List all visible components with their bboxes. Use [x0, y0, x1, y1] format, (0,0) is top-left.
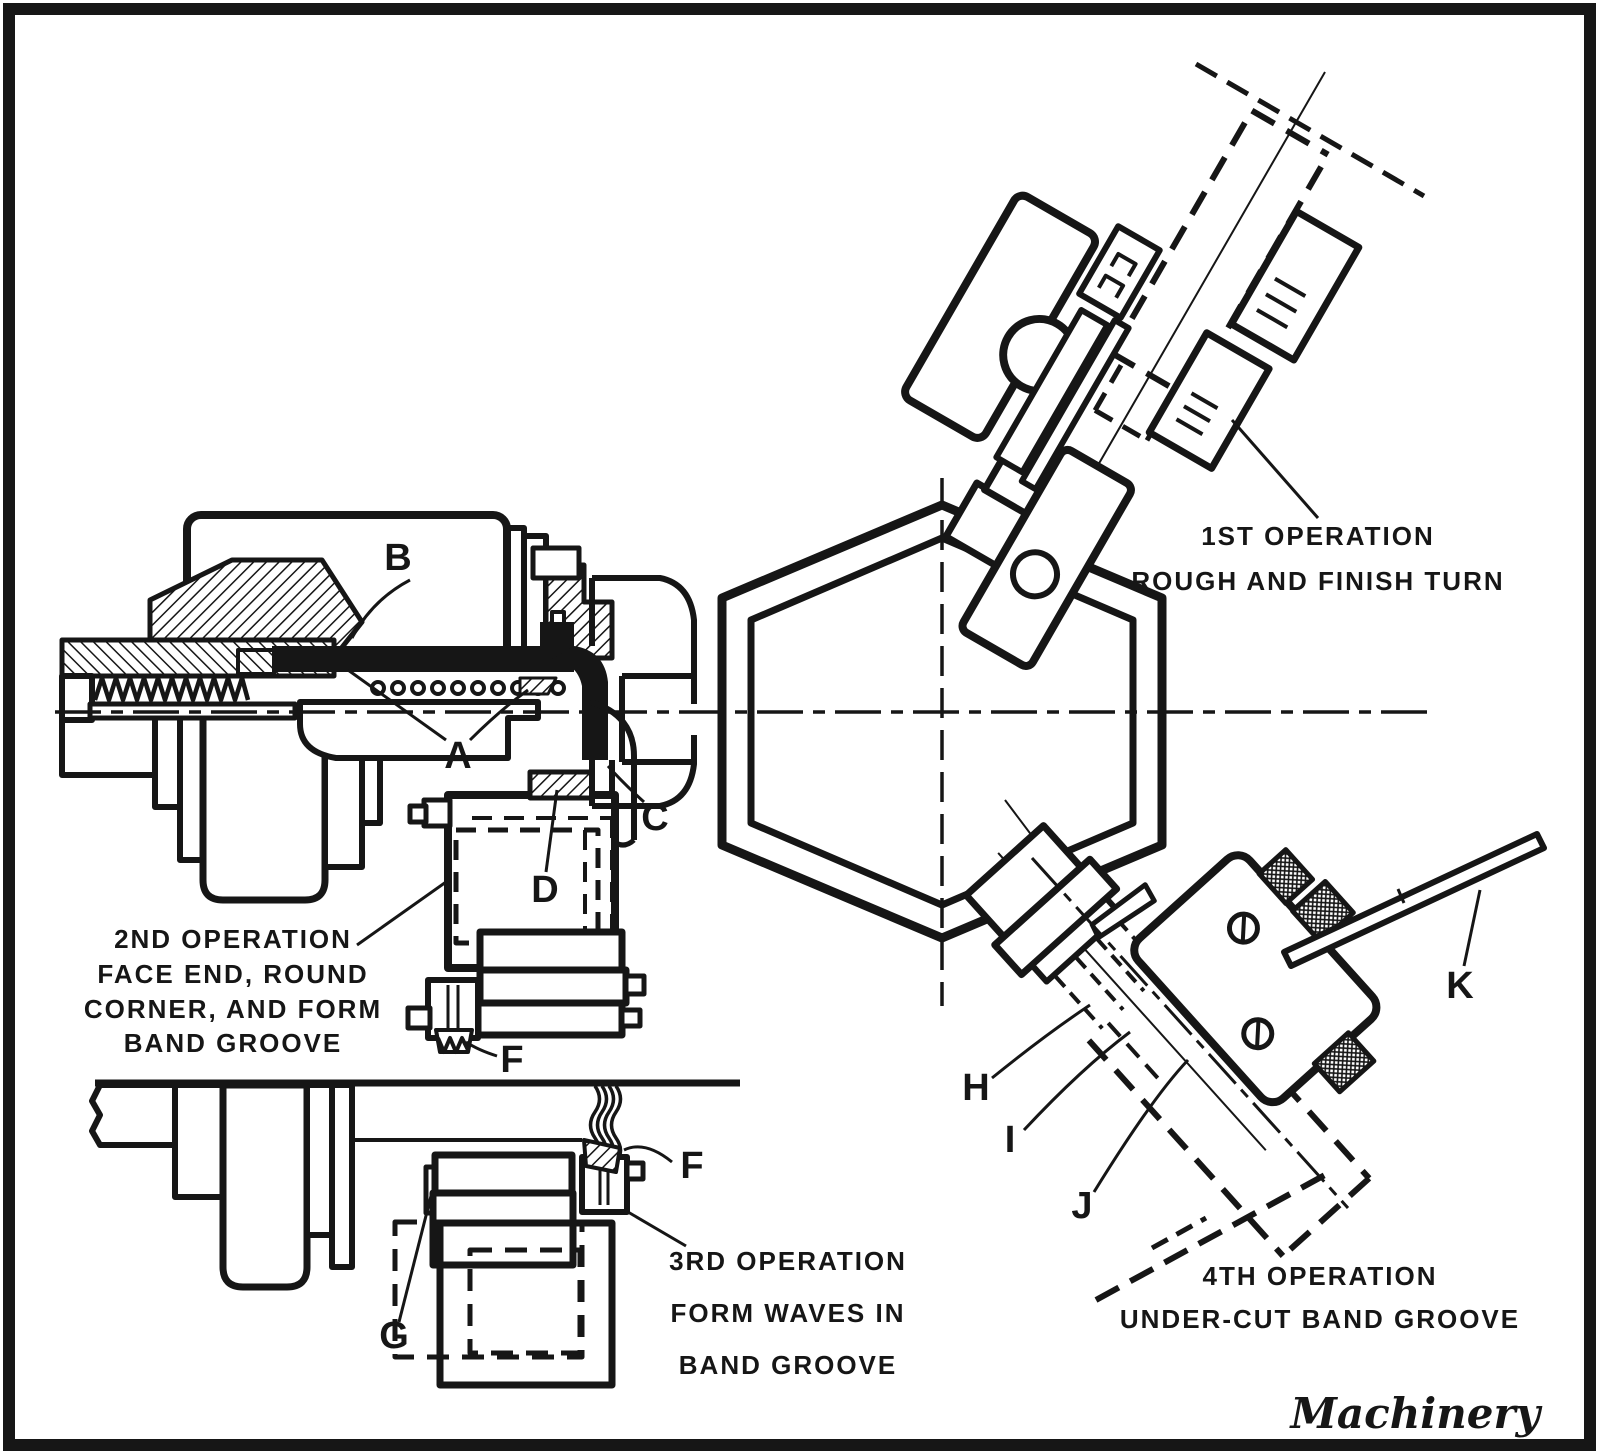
op2-caption-line3: CORNER, AND FORM — [83, 994, 383, 1024]
callout-b: B — [384, 537, 412, 579]
callout-c: C — [641, 797, 669, 839]
op1-caption-line2: ROUGH AND FINISH TURN — [1131, 566, 1505, 596]
op4-caption-line2: UNDER-CUT BAND GROOVE — [1119, 1304, 1521, 1334]
op2-caption-line2: FACE END, ROUND — [97, 959, 369, 989]
op3-caption-line3: BAND GROOVE — [678, 1350, 898, 1380]
op1-caption-line1: 1ST OPERATION — [1201, 521, 1435, 551]
callout-a: A — [444, 735, 472, 777]
callout-k: K — [1446, 965, 1474, 1007]
first-op-stock-limit-line — [1196, 64, 1424, 196]
callout-d: D — [531, 869, 559, 911]
machinery-signature: Machinery — [1290, 1389, 1540, 1438]
callout-f-second-op: F — [500, 1039, 524, 1081]
op2-caption-line1: 2ND OPERATION — [114, 924, 352, 954]
op4-caption-line1: 4TH OPERATION — [1202, 1261, 1438, 1291]
callout-f-third-op: F — [680, 1145, 704, 1187]
op3-caption-line1: 3RD OPERATION — [669, 1246, 907, 1276]
second-op-tool-block — [408, 772, 644, 1052]
op3-caption-line2: FORM WAVES IN — [670, 1298, 906, 1328]
callout-j: J — [1071, 1185, 1093, 1227]
third-op-assembly-drawing — [92, 1083, 740, 1385]
callout-g: G — [379, 1315, 409, 1357]
fourth-op-phantom-mark — [1152, 1218, 1206, 1248]
callout-h: H — [962, 1067, 990, 1109]
op2-caption-line4: BAND GROOVE — [123, 1028, 343, 1058]
callout-i: I — [1004, 1119, 1016, 1161]
